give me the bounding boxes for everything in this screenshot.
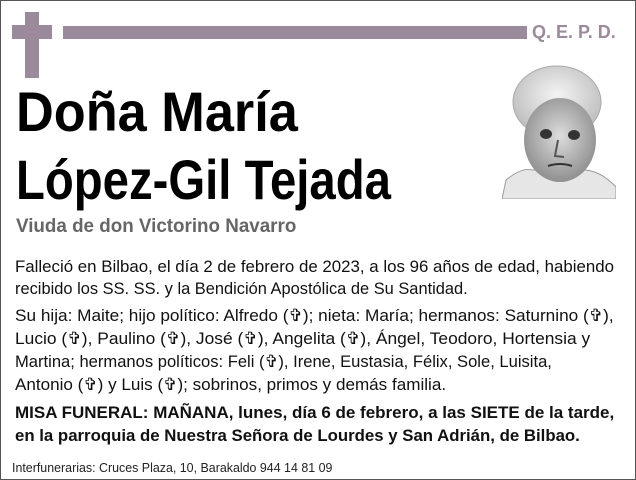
cross-icon [25, 12, 39, 78]
cross-icon-bar [12, 25, 52, 39]
name-line-1: Doña María [16, 80, 298, 143]
family-line: Antonio (✞) y Luis (✞); sobrinos, primos y demás familia. [15, 375, 447, 394]
subtitle-widow: Viuda de don Victorino Navarro [16, 216, 297, 237]
death-line: recibido los SS. SS. y la Bendición Apostólica de Su Santidad. [15, 279, 468, 298]
header-rule [63, 26, 527, 39]
death-line: Falleció en Bilbao, el día 2 de febrero de 2023, a los 96 años de edad, habiendo [15, 257, 614, 276]
qepd-label: Q. E. P. D. [532, 22, 616, 42]
family-line: Martina; hermanos políticos: Feli (✞), Irene, Eustasia, Félix, Sole, Luisita, [15, 352, 552, 371]
funeral-home-footer: Interfunerarias: Cruces Plaza, 10, Barakaldo 944 14 81 09 [12, 461, 333, 475]
family-line: Lucio (✞), Paulino (✞), José (✞), Angelita (✞), Ángel, Teodoro, Hortensia y [15, 329, 591, 348]
funeral-line: MISA FUNERAL: MAÑANA, lunes, día 6 de febrero, a las SIETE de la tarde, [15, 403, 615, 422]
funeral-line: en la parroquia de Nuestra Señora de Lourdes y San Adrián, de Bilbao. [15, 426, 580, 445]
name-line-2: López-Gil Tejada [16, 148, 391, 211]
family-line: Su hija: Maite; hijo político: Alfredo (✞); nieta: María; hermanos: Saturnino (✞), [15, 306, 614, 325]
portrait-photo [502, 62, 616, 199]
